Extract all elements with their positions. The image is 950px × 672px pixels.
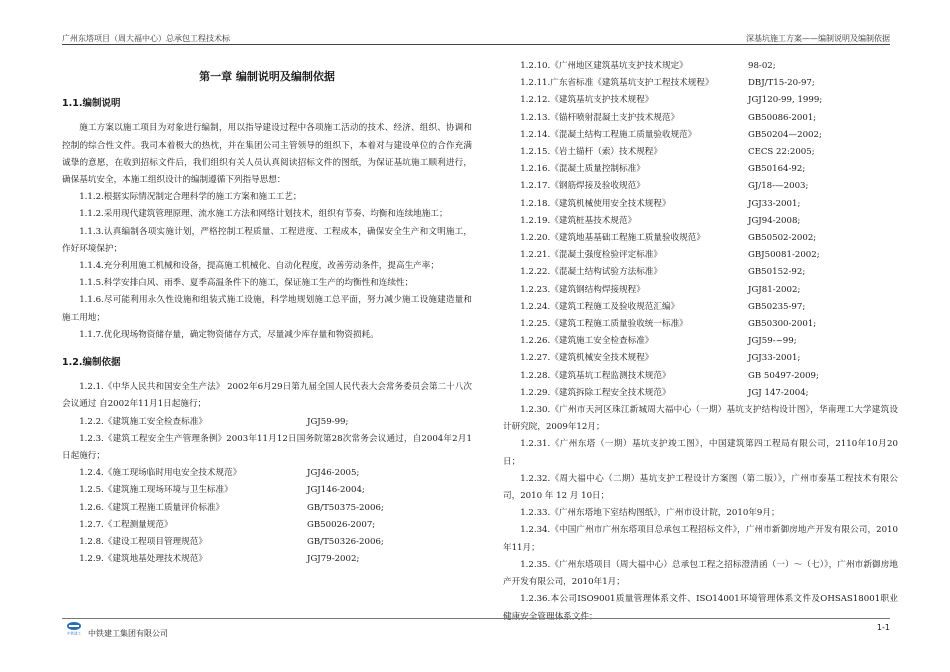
standard-item <box>503 92 898 109</box>
standard-code: JGJ33-2001; <box>748 198 801 209</box>
standard-code: CECS 22:2005; <box>748 147 815 158</box>
company-name: 中铁建工集团有限公司 <box>88 629 168 638</box>
law-item: 1.2.3.《建筑工程安全生产管理条例》2003年11月12日国务院第28次常务会议通过，自2004年2月1日起施行； <box>62 433 472 462</box>
standard-item <box>503 161 898 178</box>
standard-item <box>503 368 898 385</box>
principle-item: 1.1.6.尽可能利用永久性设施和组装式施工设施，科学地规划施工总平面，努力减少施工设施建造量和施工用地； <box>62 295 472 323</box>
footer-rule <box>62 618 890 619</box>
standard-code: GB50235-97; <box>748 301 806 312</box>
section-heading-1-1: 1.1.编制说明 <box>62 98 121 110</box>
standard-item <box>503 385 898 402</box>
standard-code: JGJ46-2005; <box>307 468 360 479</box>
document-list <box>503 402 898 626</box>
standard-title: 1.2.23.《建筑钢结构焊接规程》 <box>520 284 645 295</box>
standard-title: 1.2.9.《建筑地基处理技术规范》 <box>79 554 207 565</box>
chapter-title: 第一章 编制说明及编制依据 <box>199 70 335 83</box>
standard-code: GB50152-92; <box>748 267 806 278</box>
standard-code: JGJ120-99, 1999; <box>748 95 823 106</box>
standard-item <box>503 196 898 213</box>
reference-document-item: 1.2.34.《中国广州市广州东塔项目总承包工程招标文件》，广州市新御房地产开发有限公司，2010年11月； <box>503 525 898 553</box>
standard-code: GB/T50326-2006; <box>307 537 384 548</box>
running-header-right: 深基坑施工方案——编制说明及编制依据 <box>746 34 890 43</box>
standard-code: GJ/18-—2003; <box>748 181 809 192</box>
standard-code: GB50204—2002; <box>748 129 822 140</box>
logo-text: 中铁建工 <box>67 631 81 635</box>
standard-title: 1.2.4.《施工现场临时用电安全技术规范》 <box>79 468 242 479</box>
standard-item <box>62 551 472 568</box>
page-number: 1-1 <box>876 623 890 632</box>
standard-item <box>503 350 898 367</box>
standard-item <box>503 110 898 127</box>
standard-title: 1.2.13.《锚杆喷射混凝土支护技术规范》 <box>520 112 680 123</box>
standard-item <box>62 500 472 517</box>
section-heading-1-2: 1.2.编制依据 <box>62 357 121 369</box>
standard-item <box>503 299 898 316</box>
standard-item <box>503 282 898 299</box>
standard-title: 1.2.18.《建筑机械使用安全技术规程》 <box>520 198 671 209</box>
intro-paragraph: 施工方案以施工项目为对象进行编制，用以指导建设过程中各项施工活动的技术、经济、组织、协调和控制的综合性文件。我司本着极大的热枕，并在集团公司主管领导的组织下，本着对与建设单位的合作充满诚挚的意愿，在收到招标文件后，我们组织有关人员认真阅读招标文件的图纸，为保证基坑施工顺利进行，确保基坑安全，本施工组织设计的编制遵循下列指导思想： <box>62 123 472 186</box>
principle-item: 1.1.5.科学安排白风、雨季、夏季高温条件下的施工，保证施工生产的均衡性和连续性； <box>79 278 414 289</box>
standard-item <box>503 75 898 92</box>
reference-document-item: 1.2.32.《周大福中心（二期）基坑支护工程设计方案图（第二版）》，广州市泰基工程技术有限公司，2010 年 12 月 10日； <box>503 473 898 502</box>
running-header-left: 广州东塔项目（周大福中心）总承包工程技术标 <box>62 34 230 43</box>
standard-title: 1.2.20.《建筑地基基础工程施工质量验收规范》 <box>520 233 705 244</box>
standard-code: JGJ94-2008; <box>748 215 801 226</box>
standard-code: JGJ 147-2004; <box>748 387 809 398</box>
standard-title: 1.2.24.《建筑工程施工及验收规范汇编》 <box>520 301 680 312</box>
left-column <box>62 58 472 568</box>
standard-item <box>503 144 898 161</box>
standard-item <box>503 333 898 350</box>
standard-list-a <box>62 414 472 431</box>
standard-item <box>503 127 898 144</box>
standard-code: JGJ33-2001; <box>748 353 801 364</box>
standard-code: JGJ59-99; <box>307 416 349 427</box>
standard-code: JGJ81-2002; <box>748 284 801 295</box>
standard-code: 98-02; <box>748 61 776 71</box>
standard-title: 1.2.19.《建筑桩基技术规范》 <box>520 215 637 226</box>
reference-document-item: 1.2.30.《广州市天河区珠江新城周大福中心（一期）基坑支护结构设计图》，华南理工大学建筑设计研究院，2009年12月； <box>503 405 898 433</box>
principle-item: 1.1.2.根据实际情况制定合理科学的施工方案和施工工艺； <box>79 192 302 203</box>
standard-title: 1.2.22.《混凝土结构试验方法标准》 <box>520 267 662 278</box>
standard-item <box>62 465 472 482</box>
reference-document-item: 1.2.33.《广州东塔地下室结构图纸》，广州市设计院，2010年9月； <box>520 508 780 519</box>
standard-code: GBJ50081-2002; <box>748 250 820 261</box>
standard-code: GB50502-2002; <box>748 233 817 244</box>
company-logo-icon <box>64 621 84 635</box>
standard-code: JGJ79-2002; <box>307 554 360 565</box>
standard-item <box>503 178 898 195</box>
standard-item <box>503 230 898 247</box>
standard-title: 1.2.16.《混凝土质量控制标准》 <box>520 164 645 175</box>
principle-list <box>62 189 472 344</box>
standard-list-right <box>503 58 898 402</box>
standard-title: 1.2.14.《混凝土结构工程施工质量验收规范》 <box>520 129 697 140</box>
standard-item <box>503 264 898 281</box>
right-column <box>503 58 898 626</box>
principle-item: 1.1.7.优化现场物资储存量，确定物资储存方式，尽量减少库存量和物资损耗。 <box>79 329 379 340</box>
standard-title: 1.2.29.《建筑拆除工程安全技术规范》 <box>520 387 671 398</box>
law-item: 1.2.1.《中华人民共和国安全生产法》 2002年6月29日第九届全国人民代表大会常务委员会第二十八次会议通过 自2002年11月1日起施行； <box>62 382 472 410</box>
principle-item: 1.1.4.充分利用施工机械和设备，提高施工机械化、自动化程度，改善劳动条件，提高生产率； <box>79 261 439 272</box>
standard-title: 1.2.10.《广州地区建筑基坑支护技术规定》 <box>520 61 688 71</box>
reference-document-item: 1.2.31.《广州东塔（一期）基坑支护竣工图》，中国建筑第四工程局有限公司，2110年10月20日； <box>503 439 898 467</box>
standard-item <box>503 58 898 75</box>
standard-title: 1.2.21.《混凝土强度检验评定标准》 <box>520 250 662 261</box>
standard-code: GB 50497-2009; <box>748 370 819 381</box>
standard-title: 1.2.15.《岩土锚杆（索）技术规程》 <box>520 147 662 158</box>
standard-code: GB/T50375-2006; <box>307 502 384 513</box>
header-rule <box>62 44 890 45</box>
standard-list-b <box>62 465 472 568</box>
standard-item <box>62 414 472 431</box>
standard-code: GB50300-2001; <box>748 319 817 330</box>
standard-title: 1.2.25.《建筑工程施工质量验收统一标准》 <box>520 319 688 330</box>
reference-document-item: 1.2.36.本公司ISO9001质量管理体系文件、ISO14001环境管理体系文件及OHSAS18001职业健康安全管理体系文件； <box>503 594 898 622</box>
standard-item <box>503 247 898 264</box>
standard-title: 1.2.5.《建筑施工现场环境与卫生标准》 <box>79 485 233 496</box>
standard-code: GB50086-2001; <box>748 112 817 123</box>
standard-title: 1.2.12.《建筑基坑支护技术规程》 <box>520 95 654 106</box>
principle-item: 1.1.2.采用现代建筑管理原理、流水施工方法和网络计划技术，组织有节奏、均衡和连续地施工； <box>79 209 448 220</box>
standard-title: 1.2.8.《建设工程项目管理规范》 <box>79 537 207 548</box>
standard-title: 1.2.11.广东省标准《建筑基坑支护工程技术规程》 <box>520 78 714 89</box>
standard-item <box>62 517 472 534</box>
standard-title: 1.2.27.《建筑机械安全技术规程》 <box>520 353 654 364</box>
standard-title: 1.2.7.《工程测量规范》 <box>79 519 173 530</box>
standard-title: 1.2.6.《建筑工程施工质量评价标准》 <box>79 502 225 513</box>
standard-item <box>503 316 898 333</box>
standard-title: 1.2.28.《建筑基坑工程监测技术规范》 <box>520 370 671 381</box>
reference-document-item: 1.2.35.《广州东塔项目（周大福中心）总承包工程之招标澄清函（一）～（七）》，广州市新御房地产开发有限公司，2010年1月； <box>503 559 898 588</box>
standard-code: JGJ59-~99; <box>748 336 797 347</box>
standard-code: GB50026-2007; <box>307 519 376 530</box>
standard-code: GB50164-92; <box>748 164 806 175</box>
standard-code: DBJ/T15-20-97; <box>748 78 815 89</box>
standard-item <box>62 534 472 551</box>
standard-title: 1.2.2.《建筑施工安全检查标准》 <box>79 416 207 427</box>
standard-item <box>503 213 898 230</box>
standard-title: 1.2.17.《钢筋焊接及验收规范》 <box>520 181 645 192</box>
standard-title: 1.2.26.《建筑施工安全检查标准》 <box>520 336 654 347</box>
principle-item: 1.1.3.认真编制各项实施计划，严格控制工程质量、工程进度、工程成本，确保安全生产和文明施工，作好环境保护； <box>62 226 472 254</box>
standard-item <box>62 482 472 499</box>
standard-code: JGJ146-2004; <box>307 485 365 496</box>
